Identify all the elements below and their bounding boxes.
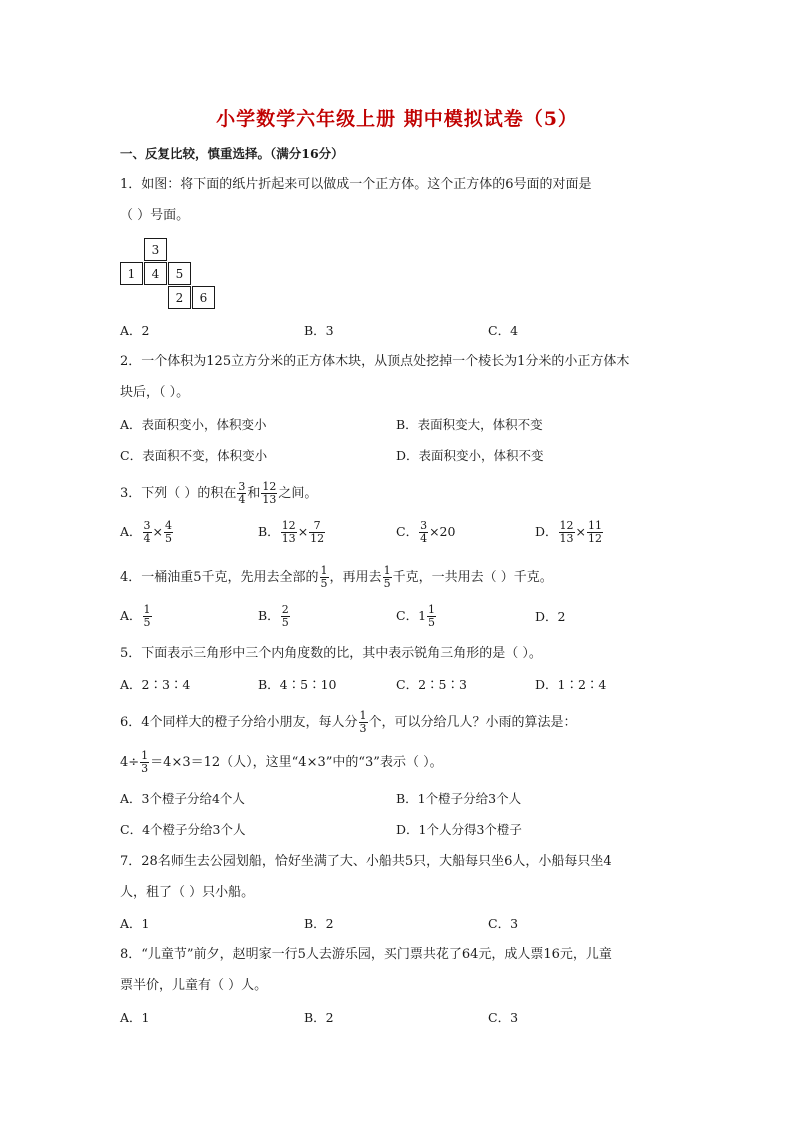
fraction [309,520,325,545]
q5-option-a: A．2∶3∶4 [120,677,191,692]
fraction [143,520,152,545]
numerator: 7 [309,520,325,533]
q6-option-d: D．1个人分得3个橙子 [396,822,522,837]
q7-line1: 7．28名师生去公园划船，恰好坐满了大、小船共5只，大船每只坐6人，小船每只坐4 [120,854,612,869]
q1-line1: 1．如图：将下面的纸片折起来可以做成一个正方体。这个正方体的6号面的对面是 [120,177,592,192]
q7-option-a: A．1 [120,916,150,931]
denominator: 3 [359,722,367,735]
numerator: 1 [383,564,391,577]
numerator: 1 [143,603,151,616]
q5-stem: 5．下面表示三角形中三个内角度数的比，其中表示锐角三角形的是（ ）。 [120,646,542,661]
net-cell: 6 [192,286,215,309]
q3-option-d [535,520,604,545]
q1-line2: （ ）号面。 [120,208,190,223]
option-label: D． [535,524,558,539]
denominator: 13 [262,493,277,506]
denominator: 13 [281,532,296,545]
q6-formula-post: ＝4×3＝12（人），这里“4×3”中的“3”表示（ ）。 [150,755,443,770]
page-title: 小学数学六年级上册 期中模拟试卷（5） [216,108,578,130]
net-cell: 2 [168,286,191,309]
fraction [164,520,173,545]
net-cell: 5 [168,262,191,285]
q2-option-b: B．表面积变大，体积不变 [396,417,543,432]
q2-line1: 2．一个体积为125立方分米的正方体木块，从顶点处挖掉一个棱长为1分米的小正方体木 [120,354,630,369]
net-cell: 3 [144,238,167,261]
numerator: 4 [165,519,173,532]
section-heading: 一、反复比较，慎重选择。（满分16分） [120,146,344,161]
denominator: 5 [383,577,391,590]
q8-option-b: B．2 [304,1010,334,1025]
fraction [237,481,246,506]
q6-text-pre: 6．4个同样大的橙子分给小朋友，每人分 [120,715,358,730]
fraction [587,520,603,545]
numerator: 1 [428,603,436,616]
numerator: 1 [320,564,328,577]
fraction [419,520,428,545]
q8-line2: 票半价，儿童有（ ）人。 [120,978,268,993]
denominator: 3 [141,762,149,775]
operator: × [297,524,309,539]
q2-line2: 块后，（ ）。 [120,385,190,400]
q5-option-d: D．1∶2∶4 [535,677,607,692]
q6-formula-pre: 4÷ [120,755,140,770]
q4-text-mid: ，再用去 [329,570,382,585]
fraction [143,604,152,629]
fraction [281,520,297,545]
numerator: 12 [559,519,574,532]
option-label: A． [120,524,142,539]
denominator: 12 [310,532,325,545]
q3-text-pre: 3．下列（ ）的积在 [120,486,237,501]
q8-option-a: A．1 [120,1010,150,1025]
numerator: 3 [420,519,428,532]
q6-text-post: 个，可以分给几人？小雨的算法是： [368,715,577,730]
net-cell: 4 [144,262,167,285]
q4-option-d: D．2 [535,609,566,624]
numerator: 12 [281,519,296,532]
option-label: C． [396,608,419,623]
fraction [383,565,392,590]
option-label: B． [258,608,280,623]
cube-net-figure [120,238,220,310]
numerator: 3 [238,480,246,493]
fraction [261,481,277,506]
fraction [427,604,436,629]
q4-text-pre: 4．一桶油重5千克，先用去全部的 [120,570,319,585]
q4-stem [120,565,553,590]
q1-option-a: A．2 [120,323,150,338]
q8-line1: 8．“儿童节”前夕，赵明家一行5人去游乐园，买门票共花了64元，成人票16元，儿童 [120,947,612,962]
denominator: 5 [320,577,328,590]
q2-option-d: D．表面积变小，体积不变 [396,448,544,463]
q2-option-c: C．表面积不变，体积变小 [120,448,268,463]
denominator: 5 [143,616,151,629]
operator: × [575,524,587,539]
q1-option-b: B．3 [304,323,334,338]
q6-option-b: B．1个橙子分给3个人 [396,791,522,806]
numerator: 12 [262,480,277,493]
q3-option-b [258,520,326,545]
q1-option-c: C．4 [488,323,519,338]
denominator: 4 [238,493,246,506]
net-cell: 1 [120,262,143,285]
q4-text-post: 千克，一共用去（ ）千克。 [392,570,553,585]
q5-option-c: C．2∶5∶3 [396,677,467,692]
fraction [359,710,368,735]
q6-formula-line [120,750,443,775]
denominator: 13 [559,532,574,545]
q7-option-b: B．2 [304,916,334,931]
q4-option-c [396,604,437,629]
q7-option-c: C．3 [488,916,519,931]
operator: ×20 [429,524,456,539]
q6-option-a: A．3个橙子分给4个人 [120,791,245,806]
fraction [140,750,149,775]
q6-stem [120,710,577,735]
denominator: 5 [165,532,173,545]
denominator: 5 [281,616,289,629]
q4-option-a [120,604,153,629]
mixed-integer: 1 [418,608,427,623]
q3-option-a [120,520,174,545]
fraction [559,520,575,545]
denominator: 5 [428,616,436,629]
option-label: C． [396,524,419,539]
fraction [281,604,290,629]
numerator: 2 [281,603,289,616]
q3-text-mid: 和 [247,486,261,501]
q4-option-b [258,604,291,629]
option-label: A． [120,608,142,623]
q5-option-b: B．4∶5∶10 [258,677,337,692]
q8-option-c: C．3 [488,1010,519,1025]
q6-option-c: C．4个橙子分给3个人 [120,822,246,837]
fraction [320,565,329,590]
q3-stem [120,481,317,506]
q3-text-post: 之间。 [278,486,318,501]
denominator: 12 [588,532,603,545]
q2-option-a: A．表面积变小，体积变小 [120,417,267,432]
q7-line2: 人，租了（ ）只小船。 [120,885,255,900]
option-label: B． [258,524,280,539]
denominator: 4 [420,532,428,545]
numerator: 3 [143,519,151,532]
denominator: 4 [143,532,151,545]
numerator: 1 [359,709,367,722]
numerator: 1 [141,749,149,762]
numerator: 11 [588,519,603,532]
q3-option-c [396,520,455,545]
operator: × [152,524,164,539]
